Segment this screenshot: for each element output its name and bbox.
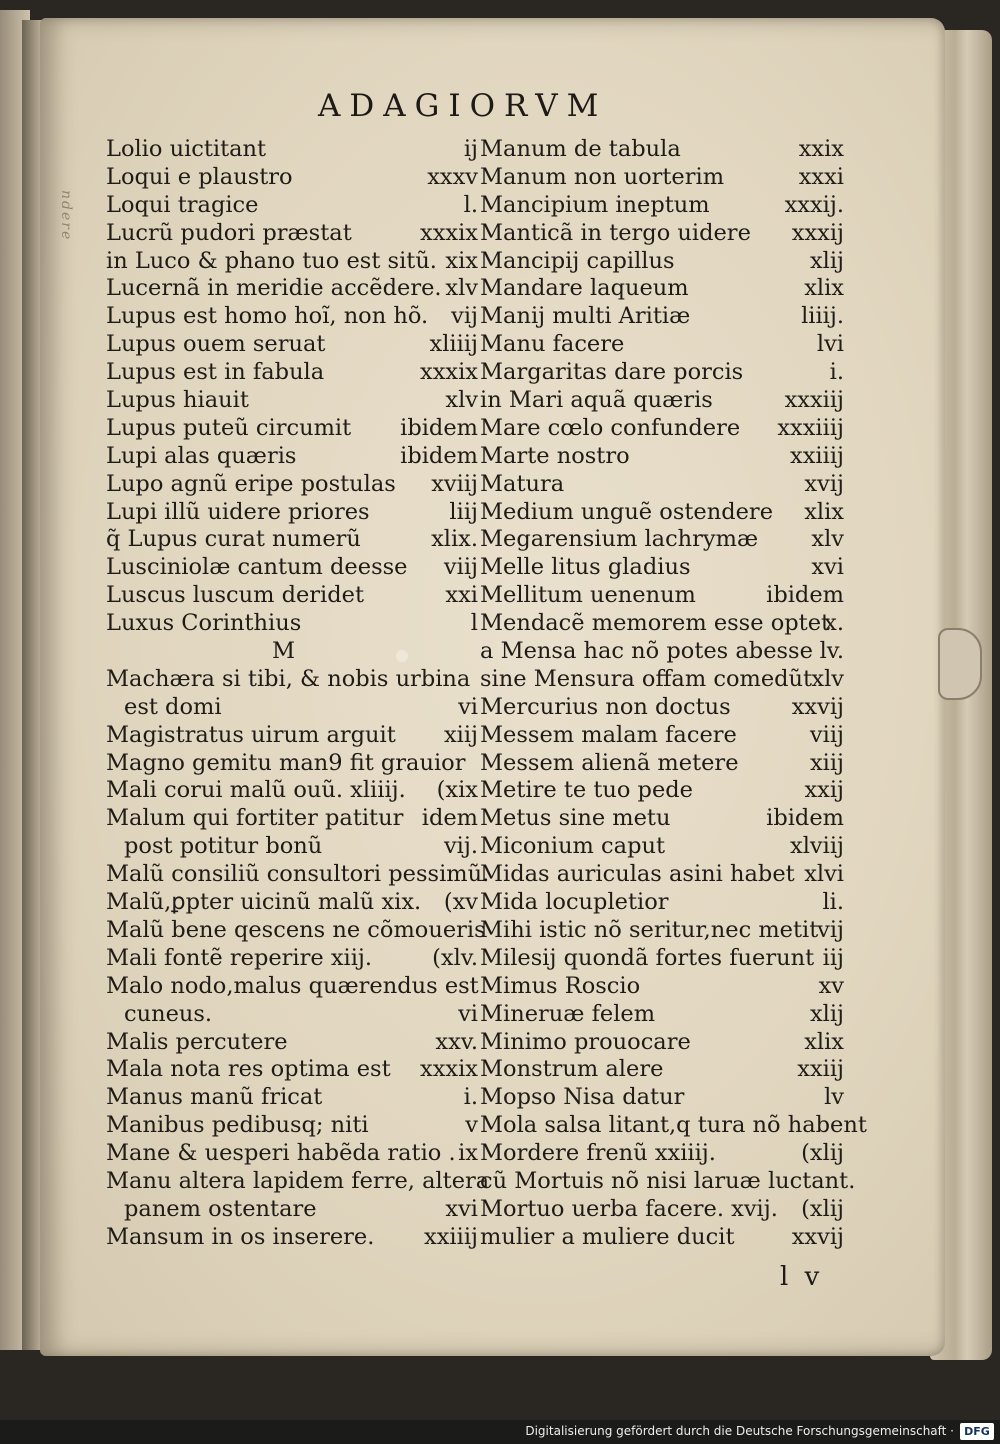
entry-reference: viij [443, 554, 478, 581]
index-entry [480, 582, 844, 610]
index-entry [106, 1112, 478, 1140]
entry-reference: xxix [798, 136, 844, 162]
entry-text: Machæra si tibi, & nobis urbina [106, 665, 471, 692]
index-entry [480, 1112, 867, 1140]
index-entry [480, 164, 844, 192]
entry-reference: xviij [431, 470, 478, 497]
index-entry [480, 694, 844, 722]
entry-reference: xxxiiij [777, 414, 844, 441]
entry-reference: ibidem [400, 414, 478, 441]
index-entry [106, 889, 478, 917]
entry-text: Mimus Roscio [480, 972, 641, 999]
entry-text: Lusciniolæ cantum deesse [106, 554, 408, 581]
entry-text: Manu altera lapidem ferre, altera [106, 1167, 490, 1194]
entry-reference: xlix. [431, 526, 478, 553]
entry-reference: xlij [809, 247, 844, 274]
entry-text: Mopso Nisa datur [480, 1084, 685, 1111]
index-entry [106, 1224, 478, 1252]
entry-text: Miconium caput [480, 833, 665, 860]
entry-text: Mali corui malũ ouũ. xliiij. [106, 777, 406, 804]
entry-reference: lv. [819, 638, 844, 665]
entry-text: Medium unguẽ ostendere [480, 498, 774, 525]
entry-text: Lupus puteũ circumit [106, 414, 352, 441]
index-entry [480, 192, 844, 220]
entry-text: Mortuo uerba facere. xvij. [480, 1195, 778, 1222]
entry-reference: xlij [809, 1000, 844, 1027]
entry-text: Metus sine metu [480, 805, 671, 832]
entry-text: panem ostentare [124, 1195, 317, 1222]
index-entry [480, 666, 844, 694]
index-entry [480, 1001, 844, 1029]
entry-text: Margaritas dare porcis [480, 359, 744, 386]
entry-text: Manum non uorterim [480, 163, 725, 190]
index-entry [106, 526, 478, 554]
entry-reference: ibidem [766, 805, 844, 832]
index-entry [106, 861, 490, 889]
entry-text: Malũ bene qescens ne cõmoueris [106, 916, 486, 943]
entry-reference: xix [445, 247, 478, 274]
index-entry [480, 303, 844, 331]
entry-text: Malum qui fortiter patitur [106, 805, 404, 832]
index-entry [106, 1084, 478, 1112]
entry-reference: (xv [443, 889, 478, 916]
index-entry [106, 220, 478, 248]
entry-text: Mane & uesperi habẽda ratio . [106, 1140, 456, 1167]
entry-reference: lvi [816, 331, 844, 358]
entry-text: Lupus ouem seruat [106, 331, 326, 358]
index-entry [480, 248, 844, 276]
entry-text: Mandare laqueum [480, 275, 689, 302]
index-entry [480, 331, 844, 359]
entry-reference: xxxij [791, 219, 844, 246]
entry-reference: ix [458, 1140, 478, 1167]
index-entry [480, 610, 844, 638]
entry-text: Malo nodo,malus quærendus est [106, 972, 479, 999]
index-entry [480, 1167, 856, 1196]
entry-text: Mida locupletior [480, 889, 669, 916]
entry-text: Mansum in os inserere. [106, 1223, 375, 1250]
entry-reference: xxvij [791, 1223, 844, 1250]
running-header: ADAGIORVM [318, 88, 608, 124]
entry-text: cũ Mortuis nõ nisi laruæ luctant. [480, 1167, 856, 1194]
dfg-logo: DFG [960, 1423, 994, 1440]
entry-text: q̃ Lupus curat numerũ [106, 526, 361, 553]
index-entry [106, 750, 478, 778]
entry-text: Mancipij capillus [480, 247, 675, 274]
entry-reference: vij. [443, 833, 478, 860]
entry-text: Lupo agnũ eripe postulas [106, 470, 396, 497]
entry-reference: xlv [811, 526, 844, 553]
entry-reference: xiij [443, 721, 478, 748]
entry-reference: xxi [445, 582, 478, 609]
index-entry [106, 554, 478, 582]
entry-text: Malũ,ꝑpter uicinũ malũ xix. [106, 889, 422, 916]
entry-reference: xxiiij [790, 442, 844, 469]
entry-text: est domi [124, 693, 222, 720]
entry-text: Lupi illũ uidere priores [106, 498, 370, 525]
entry-reference: xxxiij [784, 387, 844, 414]
entry-text: post potitur bonũ [124, 833, 323, 860]
index-entry [106, 1140, 478, 1168]
entry-text: Mihi istic nõ seritur,nec metit [480, 916, 819, 943]
index-entry [106, 582, 478, 610]
entry-reference: xliiij [429, 331, 478, 358]
entry-text: Lupus est in fabula [106, 359, 325, 386]
index-entry [480, 861, 844, 889]
section-letter [106, 638, 478, 666]
entry-text: in Mari aquã quæris [480, 387, 713, 414]
entry-text: Loqui tragice [106, 191, 259, 218]
entry-text: Manibus pedibusq; niti [106, 1112, 369, 1139]
index-entry [480, 917, 844, 945]
entry-text: M [272, 638, 296, 665]
entry-text: Monstrum alere [480, 1056, 664, 1083]
index-entry [480, 777, 844, 805]
index-entry [106, 303, 478, 331]
entry-text: Manij multi Aritiæ [480, 303, 691, 330]
entry-text: cuneus. [124, 1000, 213, 1027]
entry-reference: l. [463, 191, 478, 218]
index-entry [480, 471, 844, 499]
entry-reference: xlix [804, 275, 844, 302]
entry-reference: (xlv. [432, 944, 478, 971]
index-entry [106, 1029, 478, 1057]
entry-reference: vi [458, 1000, 478, 1027]
entry-reference: xlv [811, 665, 844, 692]
index-entry [480, 638, 844, 666]
entry-reference: xxxix [420, 359, 478, 386]
entry-reference: ibidem [400, 442, 478, 469]
entry-text: Mendacẽ memorem esse optet [480, 610, 831, 637]
entry-text: in Luco & phano tuo est sitũ. [106, 247, 437, 274]
signature-mark: l v [780, 1262, 824, 1292]
index-entry [480, 136, 844, 164]
index-entry [480, 889, 844, 917]
index-entry [480, 387, 844, 415]
entry-text: Lolio uictitant [106, 136, 267, 162]
entry-text: Loqui e plaustro [106, 163, 293, 190]
index-entry [106, 471, 478, 499]
entry-text: mulier a muliere ducit [480, 1223, 735, 1250]
index-entry [480, 833, 844, 861]
entry-reference: liiij. [801, 303, 844, 330]
entry-reference: xxiij [797, 1056, 844, 1083]
index-entry [480, 722, 844, 750]
entry-text: Magno gemitu man9 fit grauior [106, 749, 466, 776]
entry-reference: viij [809, 721, 844, 748]
index-entry [106, 1001, 478, 1029]
entry-text: Mellitum uenenum [480, 582, 696, 609]
entry-text: Matura [480, 470, 565, 497]
entry-reference: xvi [811, 554, 844, 581]
entry-reference: idem [421, 805, 478, 832]
entry-text: Metire te tuo pede [480, 777, 693, 804]
entry-reference: xxvij [791, 693, 844, 720]
entry-reference: (xlij [801, 1195, 844, 1222]
entry-text: Mola salsa litant,q tura nõ habent [480, 1112, 867, 1139]
entry-reference: i. [463, 1084, 478, 1111]
entry-text: Lupus hiauit [106, 387, 249, 414]
entry-text: Lupus est homo hoĩ, non hõ. [106, 303, 429, 330]
entry-text: Midas auriculas asini habet [480, 861, 795, 888]
entry-text: a Mensa hac nõ potes abesse [480, 638, 813, 665]
entry-text: Melle litus gladius [480, 554, 691, 581]
index-column-right [480, 136, 867, 1252]
entry-text: Luscus luscum deridet [106, 582, 365, 609]
entry-text: Lucrũ pudori præstat [106, 219, 352, 246]
footer-bar [0, 1420, 1000, 1444]
entry-reference: vij [451, 303, 478, 330]
entry-reference: vij [817, 916, 844, 943]
entry-text: Messem malam facere [480, 721, 737, 748]
index-entry [106, 777, 478, 805]
entry-text: Mala nota res optima est [106, 1056, 391, 1083]
entry-text: Messem alienã metere [480, 749, 739, 776]
entry-text: Mali fontẽ reperire xiij. [106, 944, 373, 971]
index-entry [480, 554, 844, 582]
entry-reference: x. [824, 610, 844, 637]
entry-reference: xxv. [435, 1028, 478, 1055]
entry-text: Megarensium lachrymæ [480, 526, 759, 553]
entry-text: Manum de tabula [480, 136, 681, 162]
index-entry [480, 945, 844, 973]
index-entry [106, 275, 478, 303]
index-entry [106, 916, 486, 945]
index-column-left [106, 136, 490, 1252]
entry-text: Mordere frenũ xxiiij. [480, 1140, 716, 1167]
index-entry [480, 1196, 844, 1224]
entry-reference: vi [458, 693, 478, 720]
entry-text: Lupi alas quæris [106, 442, 297, 469]
index-entry [106, 666, 478, 694]
entry-reference: xlix [804, 1028, 844, 1055]
index-entry [480, 973, 844, 1001]
entry-reference: xxxij. [784, 191, 844, 218]
entry-reference: xv [818, 972, 844, 999]
index-entry [106, 359, 478, 387]
index-entry [106, 610, 478, 638]
entry-reference: ibidem [766, 582, 844, 609]
bookmark-tab [938, 628, 982, 700]
entry-reference: iij [822, 944, 844, 971]
entry-reference: (xlij [801, 1140, 844, 1167]
index-entry [480, 1224, 844, 1252]
index-entry [106, 415, 478, 443]
entry-text: Mineruæ felem [480, 1000, 656, 1027]
entry-text: Luxus Corinthius [106, 610, 302, 637]
entry-reference: xlv [445, 387, 478, 414]
index-entry [106, 722, 478, 750]
index-entry [480, 750, 844, 778]
entry-text: Marte nostro [480, 442, 630, 469]
index-entry [480, 805, 844, 833]
index-entry [106, 192, 478, 220]
index-entry [480, 443, 844, 471]
index-entry [106, 164, 478, 192]
entry-reference: xvi [445, 1195, 478, 1222]
entry-reference: li. [822, 889, 844, 916]
funding-credit: Digitalisierung gefördert durch die Deutsche Forschungsgemeinschaft · [525, 1424, 954, 1438]
margin-annotation: ndere [58, 190, 74, 242]
index-entry [106, 694, 478, 722]
entry-reference: i. [829, 359, 844, 386]
entry-text: Manticã in tergo uidere [480, 219, 751, 246]
index-entry [106, 443, 478, 471]
entry-reference: xxxi [798, 163, 844, 190]
index-entry [106, 833, 478, 861]
entry-reference: xlix [804, 498, 844, 525]
entry-reference: l [470, 610, 478, 637]
index-entry [480, 1029, 844, 1057]
entry-reference: ij [463, 136, 478, 162]
index-entry [480, 275, 844, 303]
entry-reference: liij [449, 498, 478, 525]
entry-reference: xiij [809, 749, 844, 776]
entry-text: Milesij quondã fortes fuerunt [480, 944, 815, 971]
index-entry [480, 359, 844, 387]
entry-text: Minimo prouocare [480, 1028, 691, 1055]
index-entry [106, 1196, 478, 1224]
index-entry [480, 499, 844, 527]
entry-text: Mancipium ineptum [480, 191, 710, 218]
index-entry [106, 1167, 490, 1196]
entry-reference: xvij [804, 470, 844, 497]
entry-reference: xlvi [804, 861, 844, 888]
index-entry [480, 526, 844, 554]
entry-reference: xxiiij [424, 1223, 478, 1250]
index-entry [106, 1056, 478, 1084]
entry-reference: xxxix [420, 1056, 478, 1083]
entry-reference: (xix [436, 777, 478, 804]
entry-reference: xxxix [420, 219, 478, 246]
entry-reference: xxij [804, 777, 844, 804]
entry-reference: lv [824, 1084, 844, 1111]
entry-text: Malis percutere [106, 1028, 288, 1055]
entry-text: Malũ consiliũ consultori pessimũ. [106, 861, 490, 888]
index-entry [106, 248, 478, 276]
index-entry [480, 1084, 844, 1112]
index-entry [480, 415, 844, 443]
index-entry [106, 805, 478, 833]
entry-reference: xxxv [427, 163, 478, 190]
index-entry [480, 1140, 844, 1168]
entry-reference: v [465, 1112, 478, 1139]
entry-text: Mercurius non doctus [480, 693, 731, 720]
entry-text: Manu facere [480, 331, 625, 358]
index-entry [106, 945, 478, 973]
entry-reference: xlviij [790, 833, 844, 860]
entry-text: Manus manũ fricat [106, 1084, 323, 1111]
index-entry [106, 387, 478, 415]
entry-text: Lucernã in meridie accẽdere. [106, 275, 442, 302]
index-entry [480, 1056, 844, 1084]
entry-text: Mare cœlo confundere [480, 414, 741, 441]
entry-reference: xlv [445, 275, 478, 302]
entry-text: Magistratus uirum arguit [106, 721, 396, 748]
entry-text: sine Mensura offam comedũt [480, 665, 813, 692]
index-entry [480, 220, 844, 248]
index-entry [106, 499, 478, 527]
index-entry [106, 973, 478, 1001]
index-entry [106, 136, 478, 164]
index-entry [106, 331, 478, 359]
